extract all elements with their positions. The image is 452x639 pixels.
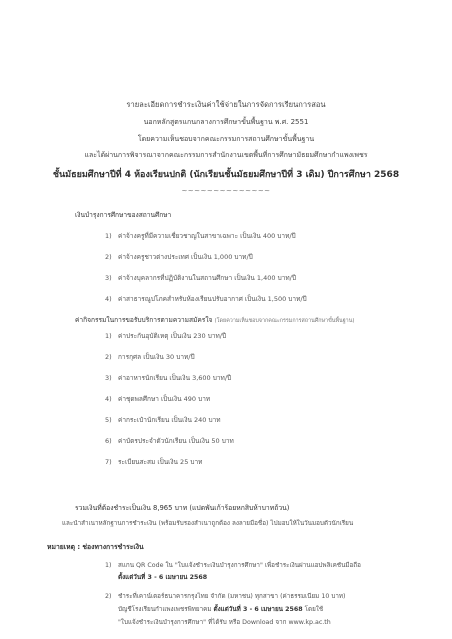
note-text: สแกน QR Code ใน "ใบแจ้งชำระเงินบำรุงการศึกษา" เพื่อชำระเงินผ่านแอปพลิเคชันมือถือ [118, 562, 361, 569]
item-number: 3) [105, 274, 112, 282]
notes-title: หมายเหตุ : ช่องทางการชำระเงิน [47, 543, 144, 551]
item-text: ค่าจ้างครูที่มีความเชี่ยวชาญในสาขาเฉพาะ เป็นเงิน 400 บาท/ปี [118, 232, 296, 240]
item-text: ค่าจ้างครูชาวต่างประเทศ เป็นเงิน 1,000 บาท/ปี [118, 253, 253, 261]
subtitle-curriculum: นอกหลักสูตรแกนกลางการศึกษาขั้นพื้นฐาน พ.ศ. 2551 [143, 118, 309, 126]
list-item [105, 415, 234, 436]
item-number: 6) [105, 437, 112, 445]
item-text: ค่าจ้างบุคลากรที่ปฏิบัติงานในสถานศึกษา เป็นเงิน 1,400 บาท/ปี [118, 274, 296, 282]
section-approval-note: (โดยความเห็นชอบจากคณะกรรมการสถานศึกษาขั้นพื้นฐาน) [214, 318, 355, 324]
list-item [105, 252, 307, 273]
list-item [105, 352, 234, 373]
note-qr-line [105, 560, 361, 570]
list-item [105, 436, 234, 457]
note-text: โดยใช้ [302, 606, 324, 613]
list-item [105, 294, 307, 315]
note-download-link[interactable]: "ใบแจ้งชำระเงินบำรุงการศึกษา" ที่ได้รับ หรือ Download จาก www.kp.ac.th [118, 619, 331, 626]
item-text: ค่าบัตรประจำตัวนักเรียน เป็นเงิน 50 บาท [118, 437, 234, 445]
note-bank-account [118, 604, 323, 614]
total-amount: รวมเงินที่ต้องชำระเป็นเงิน 8,965 บาท (แปดพันเก้าร้อยหกสิบห้าบาทถ้วน) [75, 504, 290, 512]
school-fees-list [105, 231, 307, 315]
list-item [105, 373, 234, 394]
grade-heading: ชั้นมัธยมศึกษาปีที่ 4 ห้องเรียนปกติ (นักเรียนชั้นมัธยมศึกษาปีที่ 3 เดิม) ปีการศึกษา 2568 [52, 170, 400, 180]
note-qr-dates: ตั้งแต่วันที่ 3 - 6 เมษายน 2568 [118, 574, 208, 581]
item-text: ค่าสาธารณูปโภคสำหรับห้องเรียนปรับอากาศ เป็นเงิน 1,500 บาท/ปี [118, 295, 307, 303]
note-dates: ตั้งแต่วันที่ 3 - 6 เมษายน 2568 [213, 606, 303, 613]
list-item [105, 231, 307, 252]
optional-activities-list [105, 331, 234, 478]
total-instruction: และนำสำเนาหลักฐานการชำระเงิน (พร้อมรับรองสำเนาถูกต้อง ลงลายมือชื่อ) ไปมอบให้ในวันมอบตัวนักเรียน [62, 520, 354, 527]
note-bank-line [105, 591, 346, 601]
item-text: ระเบียนสะสม เป็นเงิน 25 บาท [118, 458, 203, 466]
subtitle-office: และได้ผ่านการพิจารณาจากคณะกรรมการสำนักงานเขตพื้นที่การศึกษามัธยมศึกษากำแพงเพชร [84, 151, 368, 159]
item-text: การกุศล เป็นเงิน 30 บาท/ปี [118, 353, 195, 361]
subtitle-approval: โดยความเห็นชอบจากคณะกรรมการสถานศึกษาขั้นพื้นฐาน [137, 135, 315, 143]
item-number: 5) [105, 416, 112, 424]
note-text: ชำระที่เคาน์เตอร์ธนาคารกรุงไทย จำกัด (มหาชน) ทุกสาขา (ค่าธรรมเนียม 10 บาท) [118, 593, 346, 600]
section-optional-activities-title [75, 314, 354, 325]
item-number: 7) [105, 458, 112, 466]
document-title: รายละเอียดการชำระเงินค่าใช้จ่ายในการจัดการเรียนการสอน [126, 100, 326, 109]
list-item [105, 394, 234, 415]
item-number: 1) [105, 232, 112, 240]
list-item [105, 273, 307, 294]
note-text: บัญชีโรงเรียนกำแพงเพชรพิทยาคม [118, 606, 214, 613]
item-number: 4) [105, 295, 112, 303]
item-number: 4) [105, 395, 112, 403]
list-item [105, 457, 234, 478]
item-number: 3) [105, 374, 112, 382]
item-text: ค่ากระเป๋านักเรียน เป็นเงิน 240 บาท [118, 416, 221, 424]
note-number: 1) [105, 562, 112, 569]
item-text: ค่าประกันอุบัติเหตุ เป็นเงิน 230 บาท/ปี [118, 332, 227, 340]
item-number: 2) [105, 253, 112, 261]
item-text: ค่าอาหารนักเรียน เป็นเงิน 3,600 บาท/ปี [118, 374, 232, 382]
section-title-text: ค่ากิจกรรมในการขอรับบริการตามความสมัครใจ [75, 316, 213, 324]
section-school-fees-title: เงินบำรุงการศึกษาของสถานศึกษา [75, 211, 172, 219]
item-number: 1) [105, 332, 112, 340]
list-item [105, 331, 234, 352]
item-text: ค่าชุดพลศึกษา เป็นเงิน 490 บาท [118, 395, 211, 403]
divider-line: ~~~~~~~~~~~~~~ [181, 187, 271, 195]
item-number: 2) [105, 353, 112, 361]
note-number: 2) [105, 593, 112, 600]
